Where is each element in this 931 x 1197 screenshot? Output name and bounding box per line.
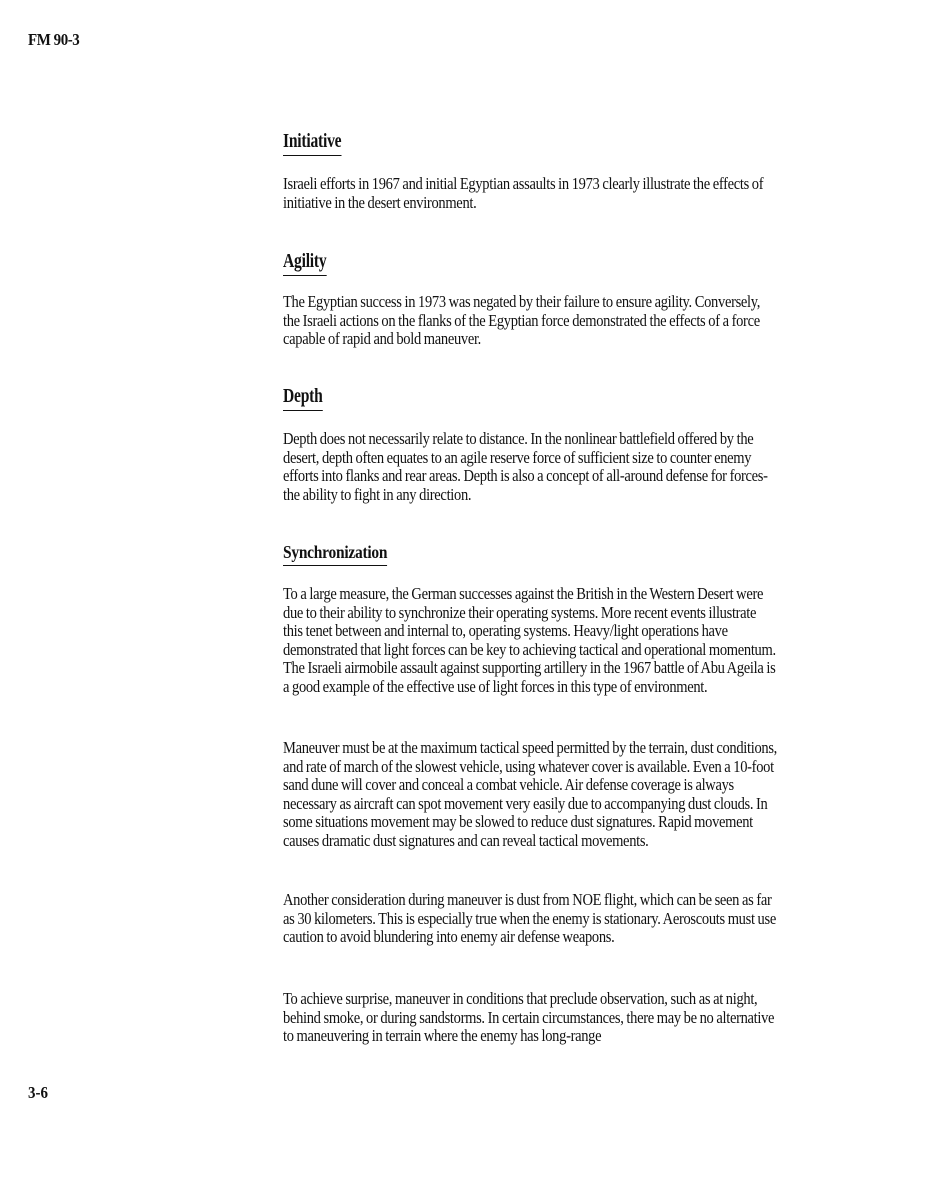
heading-depth: Depth	[283, 385, 323, 411]
heading-synchronization: Synchronization	[283, 542, 387, 566]
heading-agility: Agility	[283, 250, 326, 276]
page-number: 3-6	[28, 1083, 48, 1102]
paragraph-agility: The Egyptian success in 1973 was negated by their failure to ensure agility. Conversely, the Israeli actions on the flanks of the Egyptian force demonstrated the effects of a force capable of rapid and bold maneuver.	[283, 292, 761, 348]
paragraph-depth: Depth does not necessarily relate to distance. In the nonlinear battlefield offered by the desert, depth often equates to an agile reserve force of sufficient size to counter enemy efforts into flanks and rear areas. Depth is also a concept of all-around defense for forces-the ability to fight in any direction.	[283, 429, 768, 504]
paragraph-initiative: Israeli efforts in 1967 and initial Egyptian assaults in 1973 clearly illustrate the effects of initiative in the desert environment.	[283, 174, 764, 212]
paragraph-synchronization-2: Maneuver must be at the maximum tactical speed permitted by the terrain, dust conditions, and rate of march of the slowest vehicle, using whatever cover is available. Even a 10-foot sand dune will cover and conceal a combat vehicle. Air defense coverage is always necessary as aircraft can spot movement very easily due to accompanying dust clouds. In some situations movement may be slowed to reduce dust signatures. Rapid movement causes dramatic dust signatures and can reveal tactical movements.	[283, 738, 777, 850]
paragraph-synchronization-1: To a large measure, the German successes against the British in the Western Desert were due to their ability to synchronize their operating systems. More recent events illustrate this tenet between and internal to, operating systems. Heavy/light operations have demonstrated that light forces can be key to achieving tactical and operational momentum. The Israeli airmobile assault against supporting artillery in the 1967 battle of Abu Ageila is a good example of the effective use of light forces in this type of environment.	[283, 584, 776, 696]
heading-initiative: Initiative	[283, 130, 341, 156]
page-header-label: FM 90-3	[28, 30, 80, 49]
paragraph-synchronization-4: To achieve surprise, maneuver in conditions that preclude observation, such as at night, behind smoke, or during sandstorms. In certain circumstances, there may be no alternative to maneuvering in terrain where the enemy has long-range	[283, 989, 775, 1045]
paragraph-synchronization-3: Another consideration during maneuver is dust from NOE flight, which can be seen as far as 30 kilometers. This is especially true when the enemy is stationary. Aeroscouts must use caution to avoid blundering into enemy air defense weapons.	[283, 890, 776, 946]
